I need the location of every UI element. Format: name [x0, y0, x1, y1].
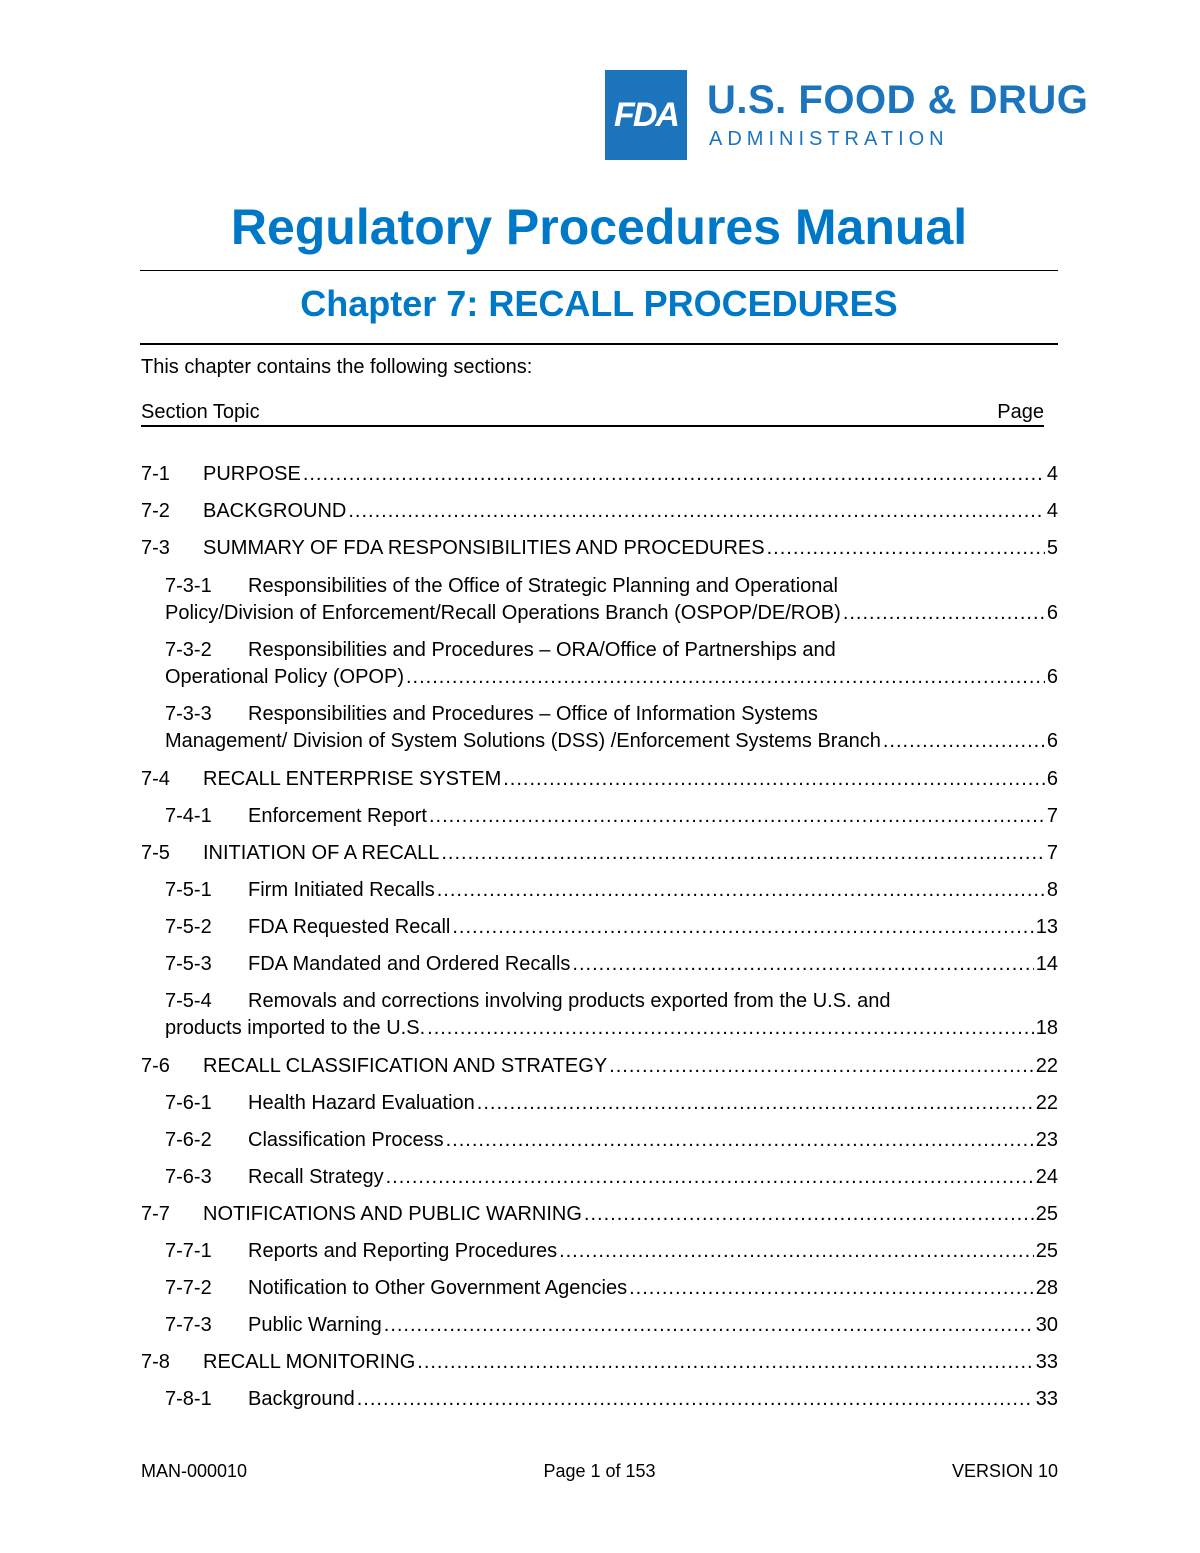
toc-dot-leader: [609, 1053, 1034, 1080]
toc-dot-leader: [843, 600, 1045, 627]
toc-entry[interactable]: [165, 803, 1058, 830]
toc-entry-number: 7-3-3: [165, 703, 212, 725]
fda-logo-line2: ADMINISTRATION: [709, 128, 949, 150]
toc-entry-number: 7-5-2: [165, 916, 212, 938]
toc-entry-title: RECALL MONITORING: [203, 1351, 416, 1373]
toc-entry-title-continued: products imported to the U.S.: [165, 1017, 426, 1039]
toc-dot-leader: [503, 766, 1045, 793]
toc-entry-number: 7-3-2: [165, 639, 212, 661]
toc-entry-number: 7-6-1: [165, 1092, 212, 1114]
toc-entry-number: 7-6-3: [165, 1166, 212, 1188]
footer-page-number: Page 1 of 153: [543, 1461, 656, 1481]
toc-dot-leader: [357, 1386, 1034, 1413]
toc-dot-leader: [427, 1015, 1034, 1042]
toc-entry-page: 8: [1046, 879, 1058, 901]
toc-entry[interactable]: [165, 1275, 1058, 1302]
toc-entry-page: 5: [1046, 537, 1058, 559]
toc-dot-leader: [303, 461, 1045, 488]
toc-entry[interactable]: [141, 535, 1058, 562]
toc-entry[interactable]: [165, 1090, 1058, 1117]
toc-entry-title: Health Hazard Evaluation: [248, 1092, 475, 1114]
toc-entry-title: FDA Mandated and Ordered Recalls: [248, 953, 571, 975]
toc-entry-title: RECALL ENTERPRISE SYSTEM: [203, 768, 502, 790]
toc-entry-number: 7-4: [141, 768, 170, 790]
toc-entry-number: 7-6: [141, 1055, 170, 1077]
toc-entry-title: Reports and Reporting Procedures: [248, 1240, 558, 1262]
toc-entry[interactable]: [165, 637, 1058, 691]
toc-entry[interactable]: [165, 1127, 1058, 1154]
document-title: Regulatory Procedures Manual: [230, 199, 968, 255]
toc-entry-page: 30: [1035, 1314, 1058, 1336]
toc-entry-title: Firm Initiated Recalls: [248, 879, 435, 901]
toc-dot-leader: [446, 1127, 1034, 1154]
toc-entry-title: Classification Process: [248, 1129, 444, 1151]
toc-dot-leader: [477, 1090, 1034, 1117]
toc-entry-number: 7-8-1: [165, 1388, 212, 1410]
toc-dot-leader: [406, 664, 1045, 691]
toc-dot-leader: [572, 951, 1033, 978]
toc-entry[interactable]: [165, 701, 1058, 755]
toc-dot-leader: [386, 1164, 1034, 1191]
toc-dot-leader: [629, 1275, 1034, 1302]
footer-document-id: MAN-000010: [141, 1461, 248, 1481]
toc-entry-page: 25: [1035, 1203, 1058, 1225]
toc-entry-number: 7-2: [141, 500, 170, 522]
toc-entry-number: 7-5-4: [165, 990, 212, 1012]
toc-entry[interactable]: [141, 840, 1058, 867]
toc-entry-page: 23: [1035, 1129, 1058, 1151]
toc-entry[interactable]: [165, 1386, 1058, 1413]
toc-entry-page: 7: [1046, 805, 1058, 827]
toc-dot-leader: [883, 728, 1045, 755]
toc-entry-page: 25: [1035, 1240, 1058, 1262]
toc-entry-page: 6: [1046, 602, 1058, 624]
toc-entry-title: Public Warning: [248, 1314, 382, 1336]
toc-entry-title: Recall Strategy: [248, 1166, 384, 1188]
chapter-divider: [140, 343, 1058, 345]
fda-logo-mark: [605, 70, 687, 160]
toc-entry-page: 6: [1046, 730, 1058, 752]
toc-entry-page: 22: [1035, 1092, 1058, 1114]
toc-entry-number: 7-3-1: [165, 575, 212, 597]
fda-logo-line1: U.S. FOOD & DRUG: [707, 78, 1089, 122]
toc-entry-page: 4: [1046, 463, 1058, 485]
chapter-title: Chapter 7: RECALL PROCEDURES: [300, 283, 898, 324]
toc-dot-leader: [437, 877, 1045, 904]
toc-entry[interactable]: [165, 877, 1058, 904]
toc-entry-page: 33: [1035, 1351, 1058, 1373]
toc-entry-number: 7-4-1: [165, 805, 212, 827]
toc-entry-title: Removals and corrections involving products exported from the U.S. and: [248, 990, 891, 1012]
toc-entry-number: 7-1: [141, 463, 170, 485]
toc-entry-page: 13: [1035, 916, 1058, 938]
toc-entry-page: 18: [1035, 1017, 1058, 1039]
toc-entry-page: 28: [1035, 1277, 1058, 1299]
toc-dot-leader: [452, 914, 1033, 941]
toc-entry[interactable]: [141, 498, 1058, 525]
toc-entry-title: Responsibilities and Procedures – ORA/Office of Partnerships and: [248, 639, 836, 661]
toc-entry-title: Notification to Other Government Agencies: [248, 1277, 628, 1299]
toc-entry-number: 7-3: [141, 537, 170, 559]
intro-text: This chapter contains the following sections:: [141, 356, 533, 378]
toc-entry-title: NOTIFICATIONS AND PUBLIC WARNING: [203, 1203, 582, 1225]
toc-entry[interactable]: [141, 1201, 1058, 1228]
toc-dot-leader: [441, 840, 1045, 867]
toc-entry-title: RECALL CLASSIFICATION AND STRATEGY: [203, 1055, 608, 1077]
toc-entry-title-continued: Operational Policy (OPOP): [165, 666, 404, 688]
toc-entry-page: 33: [1035, 1388, 1058, 1410]
toc-entry-number: 7-8: [141, 1351, 170, 1373]
toc-header: [141, 401, 1044, 427]
toc-entry-title: SUMMARY OF FDA RESPONSIBILITIES AND PROCEDURES: [203, 537, 765, 559]
toc-entry-title: BACKGROUND: [203, 500, 347, 522]
toc-header-section-topic: Section Topic: [141, 401, 260, 423]
toc-entry-number: 7-5: [141, 842, 170, 864]
toc-entry-number: 7-7-3: [165, 1314, 212, 1336]
toc-entry-page: 6: [1046, 768, 1058, 790]
toc-entry-title: Responsibilities and Procedures – Office of Information Systems: [248, 703, 818, 725]
toc-entry[interactable]: [141, 461, 1058, 488]
toc-entry-title-continued: Management/ Division of System Solutions (DSS) /Enforcement Systems Branch: [165, 730, 881, 752]
toc-entry-title: INITIATION OF A RECALL: [203, 842, 440, 864]
toc-entry[interactable]: [165, 1312, 1058, 1339]
footer-version: VERSION 10: [951, 1461, 1058, 1481]
toc-entry-number: 7-5-3: [165, 953, 212, 975]
toc-entry-title: Background: [248, 1388, 355, 1410]
toc-dot-leader: [429, 803, 1045, 830]
toc-entry[interactable]: [141, 1053, 1058, 1080]
toc-entry-number: 7-7: [141, 1203, 170, 1225]
fda-logo-mark-text: FDA: [614, 95, 678, 134]
toc-entry-page: 14: [1035, 953, 1058, 975]
toc-entry[interactable]: [165, 1238, 1058, 1265]
toc-entry-page: 22: [1035, 1055, 1058, 1077]
toc-entry-title: FDA Requested Recall: [248, 916, 451, 938]
title-divider: [140, 270, 1058, 271]
toc-dot-leader: [348, 498, 1045, 525]
toc-entry[interactable]: [165, 951, 1058, 978]
toc-dot-leader: [559, 1238, 1034, 1265]
toc-entry-title: Responsibilities of the Office of Strategic Planning and Operational: [248, 575, 838, 597]
toc-entry-number: 7-7-1: [165, 1240, 212, 1262]
toc-dot-leader: [384, 1312, 1034, 1339]
toc-entry-number: 7-5-1: [165, 879, 212, 901]
toc-entry-title: PURPOSE: [203, 463, 301, 485]
toc-entry-page: 7: [1046, 842, 1058, 864]
toc-dot-leader: [767, 535, 1045, 562]
toc-entry[interactable]: [141, 766, 1058, 793]
toc-dot-leader: [417, 1349, 1033, 1376]
toc-entry-title-continued: Policy/Division of Enforcement/Recall Operations Branch (OSPOP/DE/ROB): [165, 602, 841, 624]
toc-entry[interactable]: [165, 1164, 1058, 1191]
toc-entry[interactable]: [165, 914, 1058, 941]
toc-dot-leader: [584, 1201, 1034, 1228]
toc-entry[interactable]: [141, 1349, 1058, 1376]
toc-entry-number: 7-6-2: [165, 1129, 212, 1151]
toc-header-page: Page: [997, 401, 1044, 423]
toc-entry[interactable]: [165, 573, 1058, 627]
toc-entry[interactable]: [165, 988, 1058, 1042]
toc-entry-number: 7-7-2: [165, 1277, 212, 1299]
toc-entry-title: Enforcement Report: [248, 805, 427, 827]
toc-entry-page: 6: [1046, 666, 1058, 688]
toc-entry-page: 4: [1046, 500, 1058, 522]
toc-entry-page: 24: [1035, 1166, 1058, 1188]
